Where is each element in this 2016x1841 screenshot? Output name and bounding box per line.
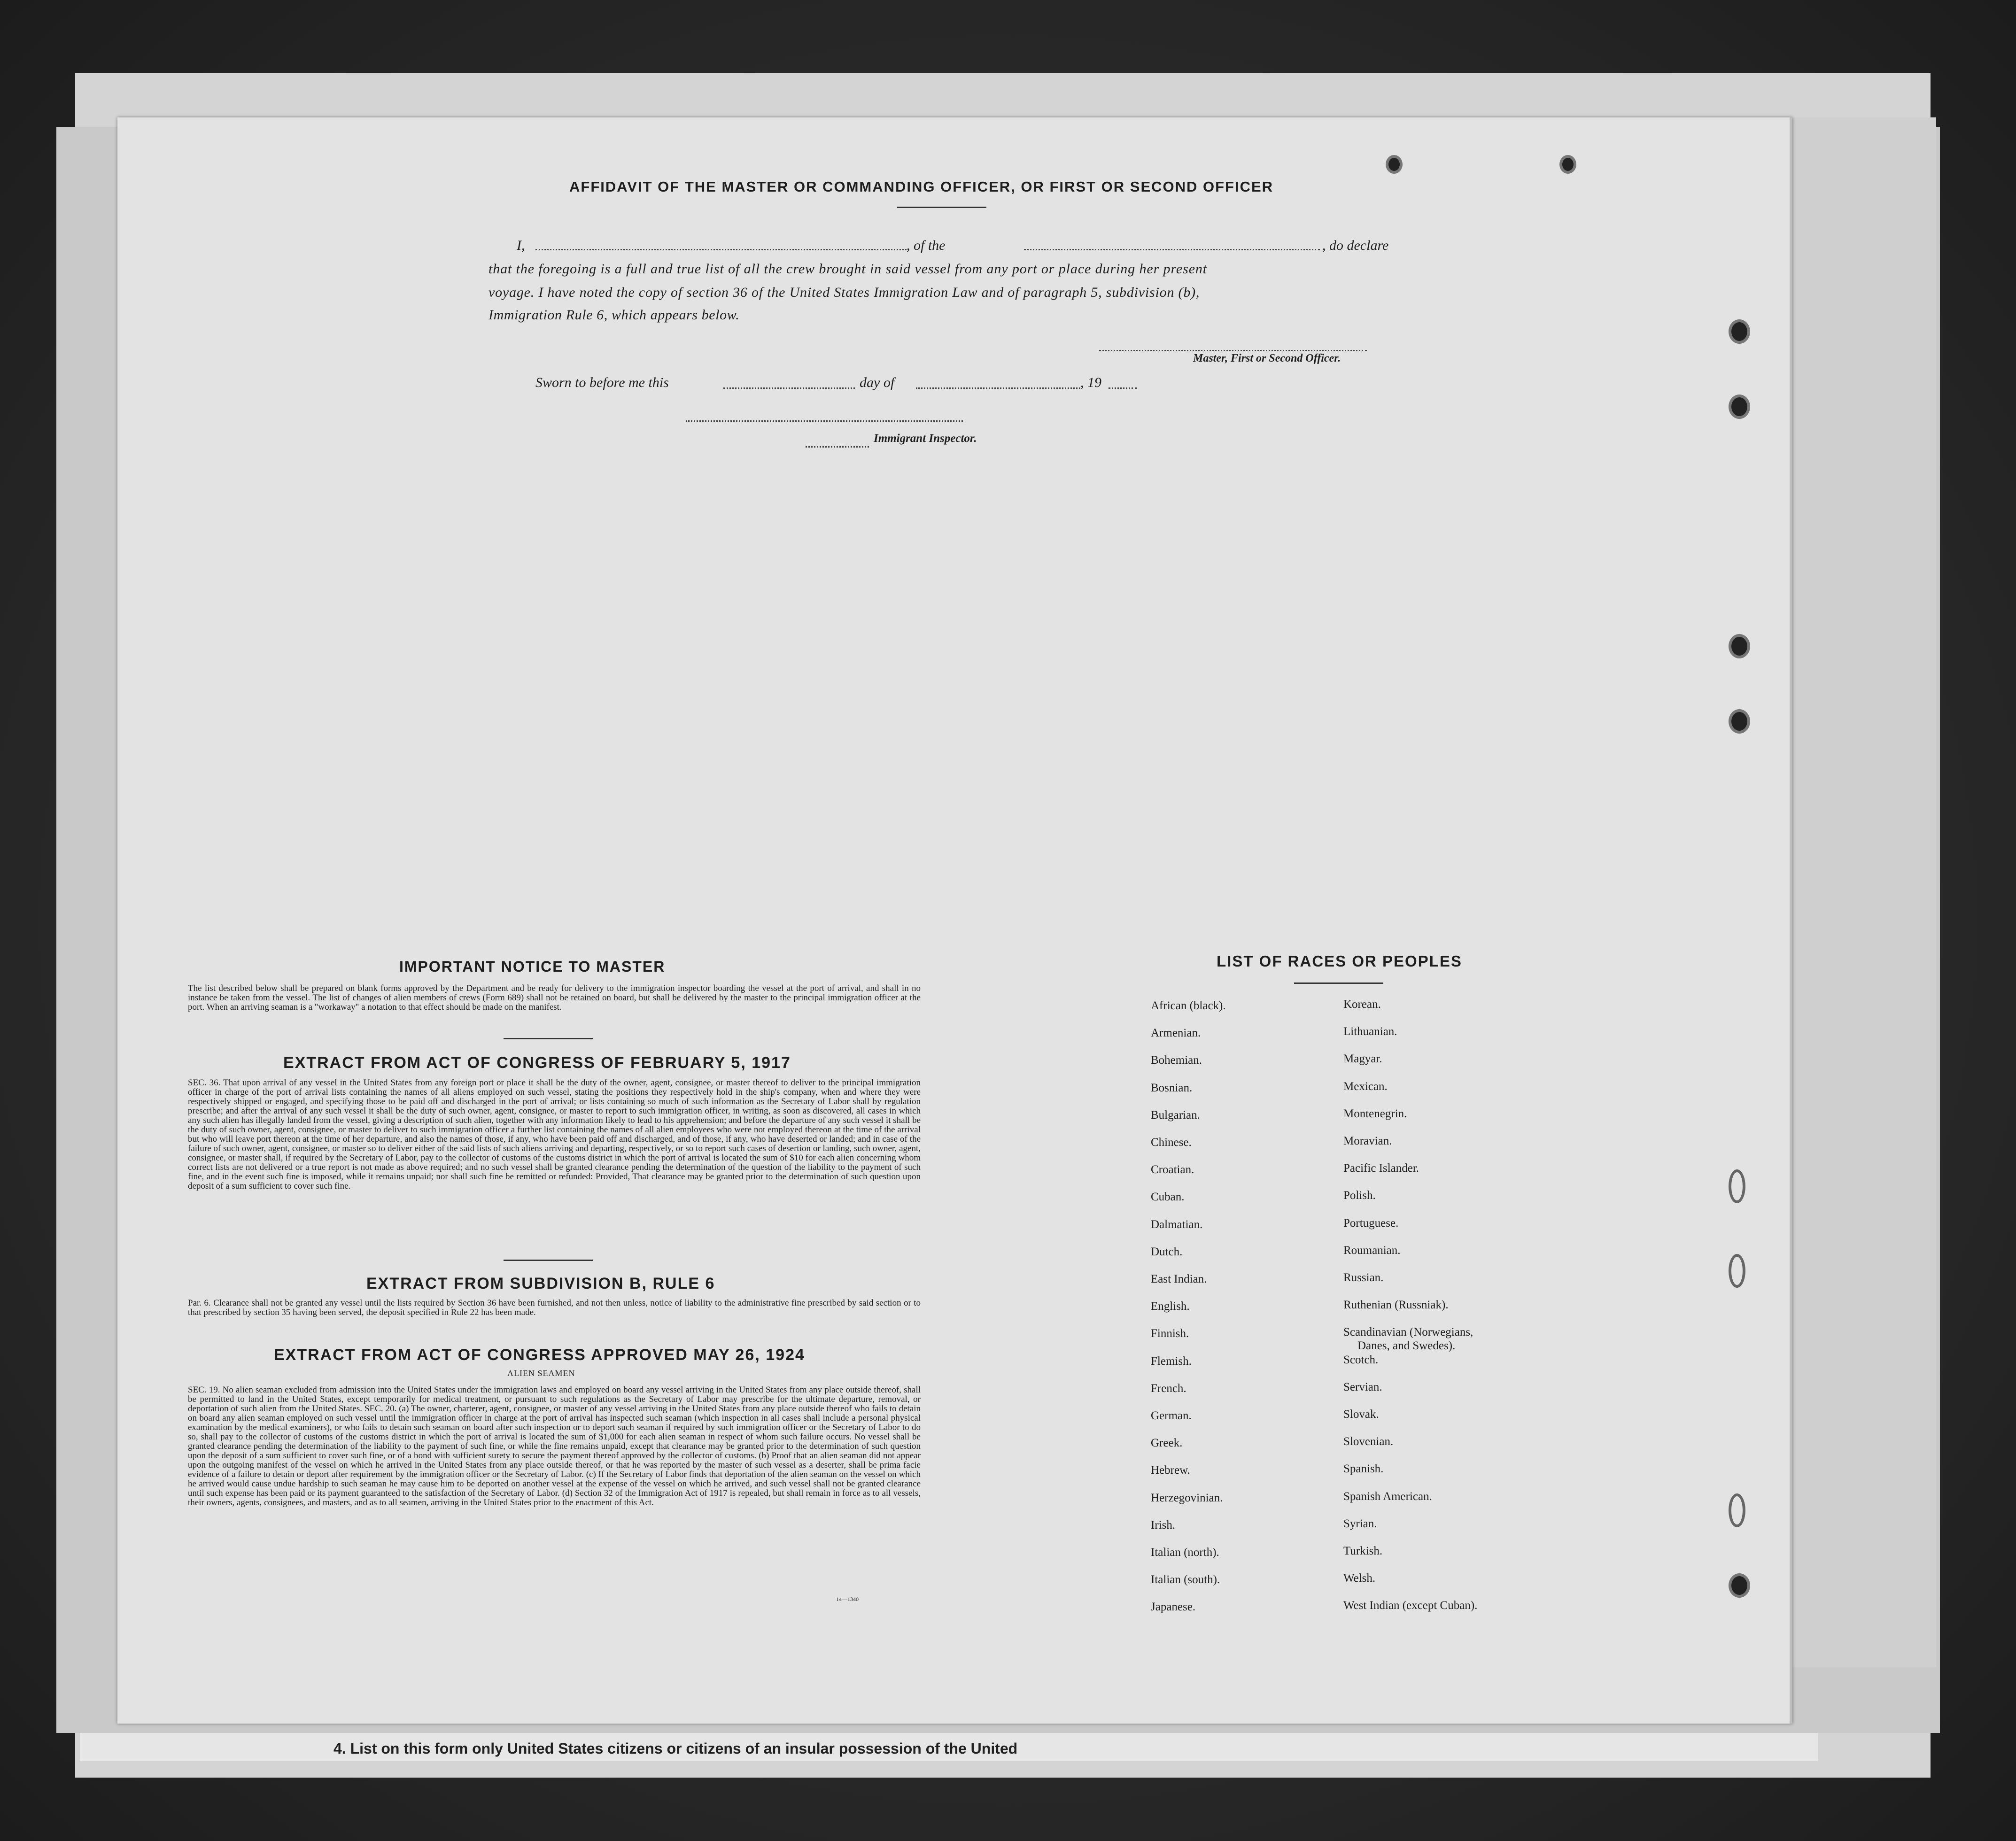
affidavit-of-the: , of the [907,238,946,253]
race-item: Bulgarian. [1151,1108,1200,1122]
race-item: African (black). [1151,999,1226,1012]
year-blank[interactable] [1109,387,1137,389]
month-blank[interactable] [916,387,1080,389]
extract-1917-title: EXTRACT FROM ACT OF CONGRESS OF FEBRUARY 5, 1917 [283,1054,791,1072]
race-item: Chinese. [1151,1136,1192,1149]
signature-blank[interactable] [1099,350,1367,351]
race-item: Portuguese. [1343,1216,1399,1230]
race-item: Ruthenian (Russniak). [1343,1299,1449,1312]
race-item: Greek. [1151,1437,1183,1450]
notice-title: IMPORTANT NOTICE TO MASTER [399,958,666,975]
race-item: Hebrew. [1151,1464,1190,1477]
binder-ring [1729,1169,1745,1203]
punch-hole [1386,155,1403,174]
races-title: LIST OF RACES OR PEOPLES [1217,952,1462,970]
extract-1924-title: EXTRACT FROM ACT OF CONGRESS APPROVED MAY 26, 1924 [274,1346,805,1364]
races-rule [1294,982,1383,984]
race-item: Polish. [1343,1189,1376,1202]
race-item: Italian (south). [1151,1573,1220,1586]
race-item: Spanish American. [1343,1490,1432,1503]
race-item: Armenian. [1151,1027,1201,1040]
race-item: Herzegovinian. [1151,1491,1223,1504]
underlying-form-text: 4. List on this form only United States citizens or citizens of an insular possession of the United [333,1740,1018,1757]
race-item: Scotch. [1343,1353,1379,1366]
race-item: Bohemian. [1151,1054,1202,1067]
affidavit-body-2: voyage. I have noted the copy of section 36 of the United States Immigration Law and of paragraph 5, subdivision (b), [488,285,1200,300]
race-item: Korean. [1343,998,1381,1011]
race-item: Moravian. [1343,1135,1392,1148]
sworn-label: Sworn to before me this [535,375,669,390]
race-item: Dutch. [1151,1245,1183,1258]
inspector-blank[interactable] [686,420,963,422]
affidavit-body-1: that the foregoing is a full and true list of all the crew brought in said vessel from any port or place during her present [488,261,1208,277]
race-item: Slovenian. [1343,1435,1394,1448]
race-item: Pacific Islander. [1343,1162,1419,1175]
race-item: Mexican. [1343,1080,1388,1093]
race-item: Dalmatian. [1151,1218,1203,1231]
race-item: German. [1151,1409,1192,1423]
race-item: Bosnian. [1151,1081,1193,1094]
section-rule [504,1038,593,1039]
extract-rule6-title: EXTRACT FROM SUBDIVISION B, RULE 6 [366,1275,715,1292]
inspector-lead [806,446,869,448]
race-item: Magyar. [1343,1052,1382,1066]
race-item: Servian. [1343,1380,1382,1393]
punch-hole [1729,709,1750,734]
notice-body: The list described below shall be prepared on blank forms approved by the Department and be ready for delivery to the immigration inspector boarding the vessel at the port of arrival, and shall in no instance be taken from the vessel. The list of changes of alien members of crews (Form 689) shall not be retained on board, but shall be delivered by the master to the principal immigration officer at the port. When an arriving seaman is a "workaway" a notation to that effect should be made on the manifest. [188,983,921,1012]
form-number: 14—1340 [836,1596,859,1602]
race-item: East Indian. [1151,1273,1207,1286]
binder-ring [1729,1254,1745,1288]
punch-hole [1729,634,1750,658]
extract-1924-subtitle: ALIEN SEAMEN [507,1369,575,1378]
race-item: West Indian (except Cuban). [1343,1599,1478,1612]
title-rule [897,207,986,208]
signature-label: Master, First or Second Officer. [1193,352,1341,364]
sworn-day-blank[interactable] [723,387,855,389]
affidavit-i: I, [517,238,525,253]
race-item: Spanish. [1343,1462,1384,1476]
affidavit-title: AFFIDAVIT OF THE MASTER OR COMMANDING OFFICER, OR FIRST OR SECOND OFFICER [569,178,1274,195]
race-item: Welsh. [1343,1572,1376,1585]
race-item: English. [1151,1300,1190,1313]
race-item: Turkish. [1343,1545,1383,1558]
extract-1924-body: SEC. 19. No alien seaman excluded from admission into the United States under the immigration laws and employed on board any vessel arriving in the United States from any place outside thereof, shall be permitted to land in the United States, except temporarily for medical treatment, or pursuant to such regulations as the Secretary of Labor may prescribe for the ultimate departure, removal, or deportation of such alien from the United States. SEC. 20. (a) The owner, charterer, agent, consignee, or master of any vessel arriving in the United States from any place outside thereof who fails to detain on board any alien seaman employed on such vessel until the immigration officer in charge at the port of arrival has inspected such seaman (which inspection in all cases shall include a personal physical examination by the medical examiners), or who fails to detain such seaman on board after such inspection or to deport such seaman if required by such immigration officer or the Secretary of Labor to do so, shall pay to the collector of customs of the customs district in which the port of arrival is located the sum of $1,000 for each alien seaman in respect of whom such failure occurs. No vessel shall be granted clearance pending the determination of the liability to the payment of such fine, or while the fine remains unpaid, except that clearance may be granted prior to the determination of such question upon the deposit of a sum sufficient to cover such fine, or of a bond with sufficient surety to secure the payment thereof approved by the collector of customs. (b) Proof that an alien seaman did not appear upon the outgoing manifest of the vessel on which he arrived in the United States from any place outside thereof, or that he was reported by the master of such vessel as a deserter, shall be prima facie evidence of a failure to detain or deport after requirement by the immigration officer or the Secretary of Labor. (c) If the Secretary of Labor finds that deportation of the alien seaman on the vessel on which he arrived would cause undue hardship to such seaman he may cause him to be deported on another vessel at the expense of the vessel on which he arrived, and such vessel shall not be granted clearance until such expense has been paid or its payment guaranteed to the satisfaction of the Secretary of Labor. (d) Section 32 of the Immigration Act of 1917 is repealed, but shall remain in force as to all vessels, their owners, agents, consignees, and masters, and as to all seamen, arriving in the United States prior to the enactment of this Act. [188,1385,921,1508]
race-item: Scandinavian (Norwegians, [1343,1326,1473,1339]
punch-hole [1559,155,1576,174]
punch-hole [1729,394,1750,419]
race-item: Cuban. [1151,1191,1185,1204]
document-page [117,117,1792,1724]
race-item: Russian. [1343,1271,1384,1284]
race-item: Italian (north). [1151,1546,1219,1559]
race-item: French. [1151,1382,1186,1395]
race-item: Slovak. [1343,1408,1379,1421]
punch-hole [1729,1573,1750,1598]
punch-hole [1729,319,1750,344]
binder-ring [1729,1493,1745,1527]
races-right-column [1343,991,1477,1620]
affidavit-body-3: Immigration Rule 6, which appears below. [488,307,740,323]
affidavit-do-declare: , do declare [1322,238,1389,253]
vessel-blank[interactable] [1024,249,1320,250]
section-rule [504,1260,593,1261]
races-left-column [1151,992,1226,1621]
race-item: Syrian. [1343,1517,1377,1530]
race-item: Finnish. [1151,1327,1189,1340]
race-item: Flemish. [1151,1354,1192,1368]
extract-1917-body: SEC. 36. That upon arrival of any vessel in the United States from any foreign port or place it shall be the duty of the owner, agent, consignee, or master thereof to deliver to the principal immigration officer in charge of the port of arrival lists containing the names of all aliens employed on such vessel, stating the positions they respectively hold in the ship's company, when and where they were respectively shipped or engaged, and specifying those to be paid off and discharged in the port of arrival; or lists containing so much of such information as the Secretary of Labor shall by regulation prescribe; and after the arrival of any such vessel it shall be the duty of such owner, agent, consignee, or master to report to such immigration officer, in writing, as soon as discovered, all cases in which any such alien has illegally landed from the vessel, giving a description of such alien, together with any information likely to lead to his apprehension; and before the departure of any such vessel it shall be the duty of such owner, agent, consignee, or master to deliver to such immigration officer a further list containing the names of all alien employees who were not employed thereon at the time of the arrival but who will leave port thereon at the time of her departure, and also the names of those, if any, who have been paid off and discharged, and of those, if any, who have deserted or landed; and in case of the failure of such owner, agent, consignee, or master so to deliver either of the said lists of such aliens arriving and departing, respectively, or so to report such cases of desertion or landing, such owner, agent, consignee, or master shall, if required by the Secretary of Labor, pay to the collector of customs of the customs district in which the port of arrival is located the sum of $10 for each alien concerning whom correct lists are not delivered or a true report is not made as above required; and no such vessel shall be granted clearance pending the determination of the question of the liability to the payment of such fine, and in the event such fine is imposed, while it remains unpaid; nor shall such fine be remitted or refunded: Provided, That clearance may be granted prior to the determination of such question upon deposit of a sum sufficient to cover such fine. [188,1078,921,1191]
race-item: Lithuanian. [1343,1025,1397,1038]
race-item: Montenegrin. [1343,1107,1407,1120]
race-item: Japanese. [1151,1601,1196,1614]
year-label: , 19 [1080,375,1101,390]
name-blank[interactable] [535,249,907,250]
race-item: Croatian. [1151,1163,1194,1176]
race-item-continuation: Danes, and Swedes). [1357,1339,1456,1352]
race-item: Roumanian. [1343,1244,1401,1257]
race-item: Irish. [1151,1518,1176,1532]
day-of-label: day of [860,375,895,390]
inspector-label: Immigrant Inspector. [874,432,977,445]
extract-rule6-body: Par. 6. Clearance shall not be granted any vessel until the lists required by Section 36 have been furnished, and not then unless, notice of liability to the administrative fine prescribed by said section or to that prescribed by section 35 having been served, the deposit specified in Rule 22 has been made. [188,1298,921,1317]
